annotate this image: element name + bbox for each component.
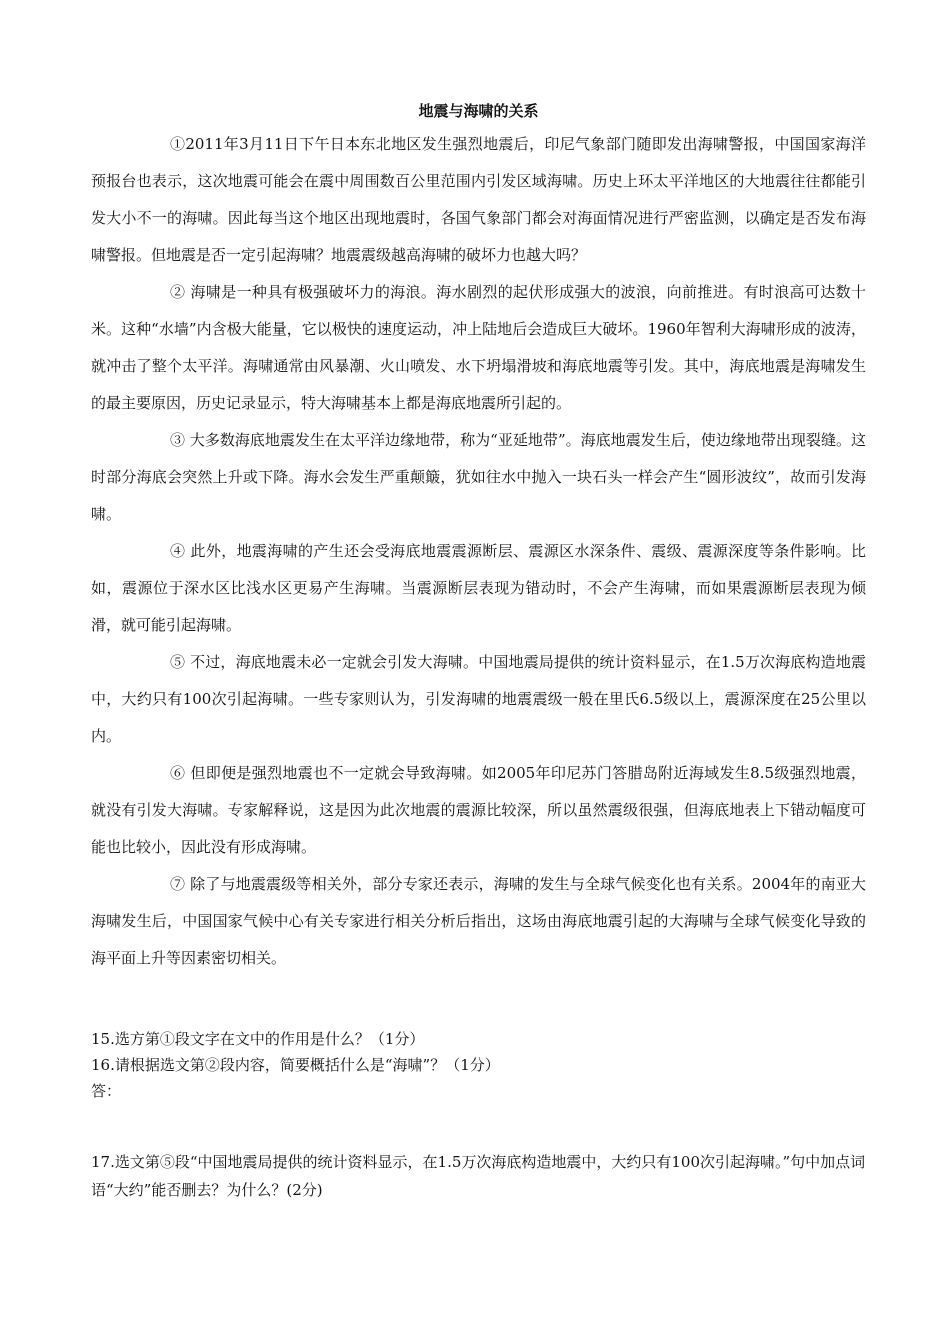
answer-label: 答： [91, 1082, 122, 1100]
paragraph-2: ② 海啸是一种具有极强破坏力的海浪。海水剧烈的起伏形成强大的波浪，向前推进。有时浪高可达数十米。这种“水墙”内含极大能量，它以极快的速度运动，冲上陆地后会造成巨大破坏。1960年智利大海啸形成的波涛，就冲击了整个太平洋。海啸通常由风暴潮、火山喷发、水下坍塌滑坡和海底地震等引发。其中，海底地震是海啸发生的最主要原因，历史记录显示，特大海啸基本上都是海底地震所引起的。 [91, 283, 866, 412]
paragraph-5: ⑤ 不过，海底地震未必一定就会引发大海啸。中国地震局提供的统计资料显示，在1.5万次海底构造地震中，大约只有100次引起海啸。一些专家则认为，引发海啸的地震震级一般在里氏6.5级以上，震源深度在25公里以内。 [91, 653, 866, 745]
paragraph-7: ⑦ 除了与地震震级等相关外，部分专家还表示，海啸的发生与全球气候变化也有关系。2004年的南亚大海啸发生后，中国国家气候中心有关专家进行相关分析后指出，这场由海底地震引起的大海啸与全球气候变化导致的海平面上升等因素密切相关。 [91, 875, 866, 967]
article-title: 地震与海啸的关系 [418, 102, 539, 120]
paragraph-4: ④ 此外，地震海啸的产生还会受海底地震震源断层、震源区水深条件、震级、震源深度等条件影响。比如，震源位于深水区比浅水区更易产生海啸。当震源断层表现为错动时，不会产生海啸，而如果震源断层表现为倾滑，就可能引起海啸。 [91, 542, 866, 634]
question-15: 15.选方第①段文字在文中的作用是什么？（1分） [91, 1030, 425, 1048]
paragraph-6: ⑥ 但即便是强烈地震也不一定就会导致海啸。如2005年印尼苏门答腊岛附近海域发生8.5级强烈地震，就没有引发大海啸。专家解释说，这是因为此次地震的震源比较深，所以虽然震级很强，但海底地表上下错动幅度可能也比较小，因此没有形成海啸。 [91, 764, 866, 856]
paragraph-3: ③ 大多数海底地震发生在太平洋边缘地带，称为“亚延地带”。海底地震发生后，使边缘地带出现裂缝。这时部分海底会突然上升或下降。海水会发生严重颠簸，犹如往水中抛入一块石头一样会产生“圆形波纹”，故而引发海啸。 [91, 431, 866, 523]
paragraph-1: ①2011年3月11日下午日本东北地区发生强烈地震后，印尼气象部门随即发出海啸警报，中国国家海洋预报台也表示，这次地震可能会在震中周围数百公里范围内引发区域海啸。历史上环太平洋地区的大地震往往都能引发大小不一的海啸。因此每当这个地区出现地震时，各国气象部门都会对海面情况进行严密监测，以确定是否发布海啸警报。但地震是否一定引起海啸？地震震级越高海啸的破坏力也越大吗？ [91, 135, 866, 264]
question-17: 17.选文第⑤段“中国地震局提供的统计资料显示，在1.5万次海底构造地震中，大约只有100次引起海啸。”句中加点词语“大约”能否删去？为什么？(2分) [91, 1153, 866, 1199]
question-16: 16.请根据选文第②段内容，简要概括什么是“海啸”？（1分） [91, 1056, 500, 1074]
article [91, 98, 866, 977]
question-section [91, 1026, 866, 1204]
